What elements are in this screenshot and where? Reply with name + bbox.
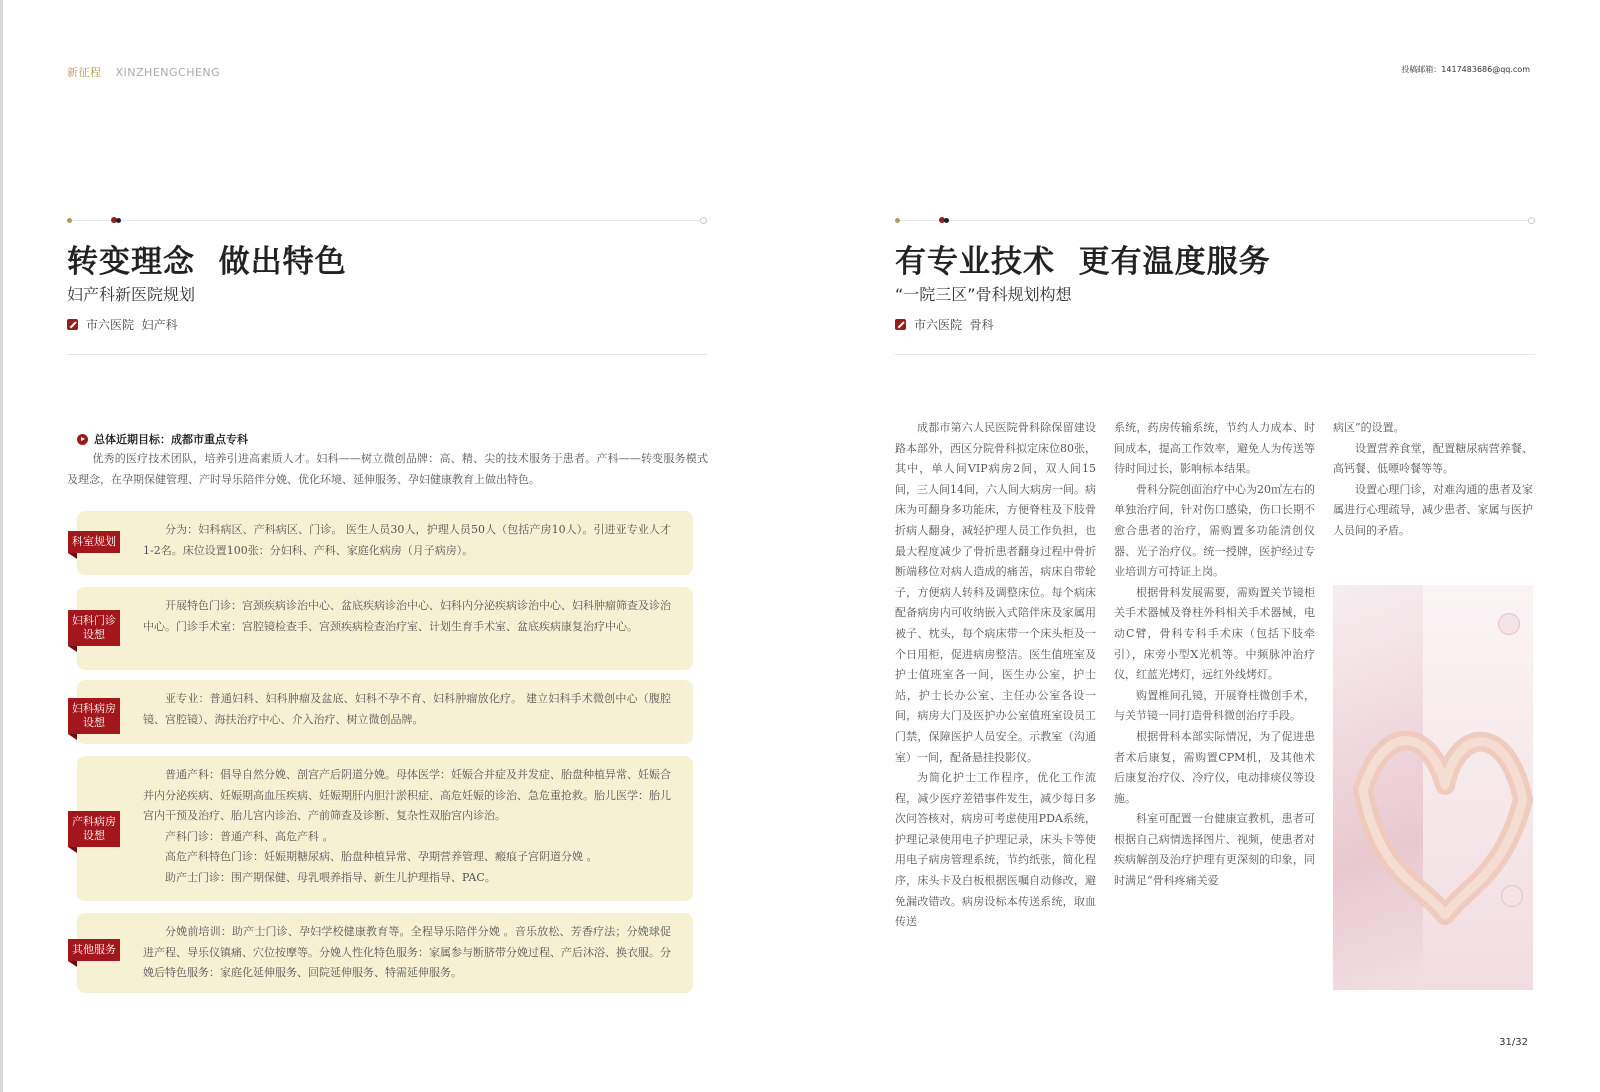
- heart-hands-illustration: [1333, 585, 1533, 990]
- section-name-cn: 新征程: [67, 66, 102, 79]
- heart-hands-photo: [1333, 585, 1533, 990]
- rule-dot-gold: [67, 218, 72, 223]
- info-box-other-services: [72, 913, 693, 993]
- paragraph: 设置营养食堂，配置糖尿病营养餐、高钙餐、低嘌呤餐等等。: [1333, 441, 1533, 476]
- submission-email: 投稿邮箱：1417483686@qq.com: [1401, 65, 1530, 74]
- box-tag: 产科病房设想: [68, 811, 120, 847]
- bottom-rule: [67, 354, 707, 355]
- info-box-obs-ward: [72, 756, 693, 901]
- rule-dot-gold: [895, 218, 900, 223]
- author-label: 市六医院 妇产科: [86, 318, 178, 332]
- article-title: 有专业技术 更有温度服务: [895, 244, 1271, 280]
- article-subtitle: “一院三区”骨科规划构想: [895, 285, 1072, 304]
- paragraph: 购置椎间孔镜，开展脊柱微创手术，与关节镜一同打造骨科微创治疗手段。: [1114, 688, 1315, 723]
- box-paragraph: 分娩前培训：助产士门诊、孕妇学校健康教育等。全程导乐陪伴分娩 。音乐放松、芳香疗法；分娩球促进产程、导乐仪镇痛、穴位按摩等。分娩人性化特色服务：家属参与断脐带分娩过程、产后沐浴、换衣服。分娩后特色服务：家庭化延伸服务、回院延伸服务、特需延伸服务。: [143, 925, 671, 979]
- paragraph: 病区”的设置。: [1333, 421, 1405, 434]
- box-tag: 科室规划: [68, 531, 120, 553]
- article-author: [895, 316, 994, 333]
- paragraph: 设置心理门诊，对难沟通的患者及家属进行心理疏导，减少患者、家属与医护人员间的矛盾。: [1333, 482, 1533, 537]
- paragraph: 系统，药房传输系统，节约人力成本、时间成本，提高工作效率，避免人为传送等待时间过长，影响标本结果。: [1114, 421, 1315, 476]
- author-label: 市六医院 骨科: [914, 318, 994, 332]
- box-tag: 妇科门诊设想: [68, 610, 120, 646]
- box-paragraph: 亚专业：普通妇科、妇科肿瘤及盆底、妇科不孕不育、妇科肿瘤放化疗。 建立妇科手术微创中心（腹腔镜、宫腔镜）、海扶治疗中心、介入治疗、树立微创品牌。: [143, 692, 671, 726]
- body-column-1: [895, 418, 1096, 933]
- goal-heading: [77, 431, 248, 447]
- article-title: 转变理念 做出特色: [67, 244, 347, 280]
- page-number: 31/32: [1499, 1037, 1528, 1048]
- box-tag: 其他服务: [68, 939, 120, 961]
- body-column-2: [1114, 418, 1315, 892]
- paragraph: 根据骨科发展需要，需购置关节镜柜关手术器械及脊柱外科相关手术器械，电动C臂，骨科专科手术床（包括下肢牵引），床旁小型X光机等。中频脉冲治疗仪，红蓝光烤灯，远红外线烤灯。: [1114, 585, 1315, 682]
- goal-text: 总体近期目标：成都市重点专科: [94, 433, 248, 446]
- box-paragraph: 普通产科：倡导自然分娩、剖宫产后阴道分娩。母体医学：妊娠合并症及并发症、胎盘种植异常、妊娠合并内分泌疾病、妊娠期高血压疾病、妊娠期肝内胆汁淤积症、高危妊娠的诊治、急危重抢救。胎儿医学：胎儿宫内干预及治疗、胎儿宫内诊治、产前筛查及诊断、复杂性双胎宫内诊治。: [143, 768, 671, 822]
- paragraph: 骨科分院创面治疗中心为20㎡左右的单独治疗间，针对伤口感染，伤口长期不愈合患者的治疗，需购置多功能清创仪器、光子治疗仪。统一授牌，医护经过专业培训方可持证上岗。: [1114, 482, 1315, 579]
- box-paragraph: 高危产科特色门诊：妊娠期糖尿病、胎盘种植异常、孕期营养管理、瘢痕子宫阴道分娩 。: [165, 850, 598, 863]
- paragraph: 根据骨科本部实际情况，为了促进患者术后康复，需购置CPM机，及其他术后康复治疗仪、冷疗仪，电动排痰仪等设施。: [1114, 729, 1315, 805]
- intro-paragraph: 优秀的医疗技术团队，培养引进高素质人才。妇科——树立微创品牌：高、精、尖的技术服务于患者。产科——转变服务模式及理念，在孕期保健管理、产时导乐陪伴分娩、优化环境、延伸服务、孕妇健康教育上做出特色。: [67, 452, 708, 486]
- info-box-gyn-clinic: [72, 587, 693, 670]
- right-article-header: [895, 214, 1535, 354]
- info-box-gyn-ward: [72, 680, 693, 744]
- play-icon: [77, 434, 88, 445]
- page-spine: [0, 0, 3, 1092]
- box-paragraph: 开展特色门诊：宫颈疾病诊治中心、盆底疾病诊治中心、妇科内分泌疾病诊治中心、妇科肿瘤筛查及诊治中心。门诊手术室：宫腔镜检查手、宫颈疾病检查治疗室、计划生育手术室、盆底疾病康复治疗中心。: [143, 599, 671, 633]
- paragraph: 为简化护士工作程序，优化工作流程，减少医疗差错事件发生，减少每日多次问答核对，病房可考虑使用PDA系统，护理记录使用电子护理记录，床头卡等使用电子病房管理系统，节约纸张，简化程序，床头卡及白板根据医嘱自动修改，避免漏改错改。病房设标本传送系统，取血传送: [895, 771, 1096, 929]
- body-column-3: [1333, 418, 1533, 542]
- rule-end-ring: [700, 217, 707, 224]
- left-article-header: [67, 214, 707, 354]
- info-box-dept-plan: [72, 511, 693, 575]
- box-tag: 妇科病房设想: [68, 698, 120, 734]
- rule-dot-black: [944, 218, 949, 223]
- box-paragraph: 分为：妇科病区、产科病区、门诊。 医生人员30人，护理人员50人（包括产房10人）。引进亚专业人才1-2名。床位设置100张：分妇科、产科、家庭化病房（月子病房）。: [143, 523, 671, 557]
- top-rule: [67, 220, 707, 221]
- paragraph: 成都市第六人民医院骨科除保留建设路本部外，西区分院骨科拟定床位80张，其中，单人间VIP病房2间，双人间15间，三人间14间，六人间大病房一间。病床为可翻身多功能床，方便脊柱及下肢骨折病人翻身，减轻护理人员工作负担，也最大程度减少了骨折患者翻身过程中骨折断端移位对病人造成的痛苦，病床自带轮子，方便病人转科及调整床位。每个病床配备病房内可收纳嵌入式陪伴床及家属用被子、枕头，每个病床带一个床头柜及一个日用柜，促进病房整洁。医生值班室及护士值班室各一间，医生办公室，护士站，护士长办公室、主任办公室各设一间，病房大门及医护办公室值班室设员工门禁，保障医护人员安全。示教室（沟通室）一间，配备悬挂投影仪。: [895, 421, 1096, 764]
- box-paragraph: 助产士门诊：围产期保健、母乳喂养指导、新生儿护理指导、PAC。: [165, 870, 496, 884]
- box-paragraph: 产科门诊：普通产科、高危产科 。: [165, 829, 334, 843]
- article-author: [67, 316, 178, 333]
- pen-icon: [895, 319, 906, 330]
- paragraph: 科室可配置一台健康宣教机，患者可根据自己病情选择图片、视频，使患者对疾病解剖及治疗护理有更深刻的印象，同时满足“骨科疼痛关爱: [1114, 812, 1315, 888]
- article-subtitle: 妇产科新医院规划: [67, 285, 196, 304]
- rule-dot-black: [116, 218, 121, 223]
- top-rule: [895, 220, 1535, 221]
- rule-end-ring: [1528, 217, 1535, 224]
- pen-icon: [67, 319, 78, 330]
- bottom-rule: [895, 354, 1535, 355]
- section-name-en: XINZHENGCHENG: [115, 66, 221, 79]
- running-header: [67, 64, 220, 80]
